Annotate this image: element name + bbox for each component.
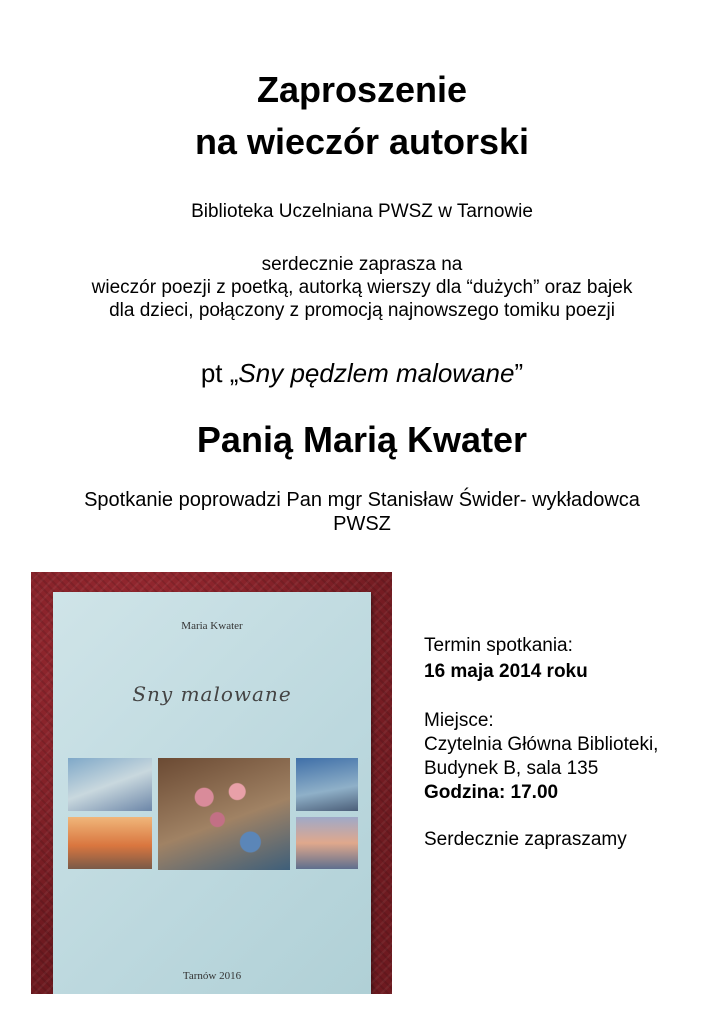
- painting-top-left: [68, 758, 152, 811]
- invite-line-1: serdecznie zaprasza na: [261, 254, 463, 275]
- author-name: Panią Marią Kwater: [196, 419, 528, 460]
- painting-top-right: [296, 758, 358, 811]
- book-title-prefix: pt „: [200, 358, 239, 388]
- cover-place-year: Tarnów 2016: [182, 970, 242, 982]
- heading-line-2: na wieczór autorski: [194, 121, 530, 162]
- date-value: 16 maja 2014 roku: [424, 661, 588, 682]
- painting-center-flowers: [158, 758, 290, 870]
- painting-bottom-right: [296, 817, 358, 869]
- book-title-line: [0, 358, 724, 388]
- book-title: Sny pędzlem malowane: [238, 358, 515, 388]
- date-label: Termin spotkania:: [424, 635, 573, 656]
- painting-bottom-left: [68, 817, 152, 869]
- heading-line-1: Zaproszenie: [256, 69, 468, 110]
- organizer-text: Biblioteka Uczelniana PWSZ w Tarnowie: [191, 201, 533, 222]
- host-line-2: PWSZ: [333, 513, 391, 535]
- place-line-2: Budynek B, sala 135: [424, 758, 599, 779]
- closing-text: Serdecznie zapraszamy: [424, 829, 627, 850]
- book-cover-photo: [31, 572, 392, 994]
- time-text: Godzina: 17.00: [424, 782, 559, 803]
- host-line-1: Spotkanie poprowadzi Pan mgr Stanisław Świder- wykładowca: [84, 489, 640, 511]
- invite-line-3: dla dzieci, połączony z promocją najnowszego tomiku poezji: [109, 300, 615, 321]
- cover-title: Sny malowane: [132, 682, 292, 706]
- cover-author: Maria Kwater: [181, 620, 243, 632]
- place-line-1: Czytelnia Główna Biblioteki,: [424, 734, 659, 755]
- book-title-suffix: ”: [514, 358, 524, 388]
- book-cover: [53, 592, 371, 994]
- invite-line-2: wieczór poezji z poetką, autorką wierszy dla “dużych” oraz bajek: [91, 277, 633, 298]
- place-label: Miejsce:: [424, 710, 494, 731]
